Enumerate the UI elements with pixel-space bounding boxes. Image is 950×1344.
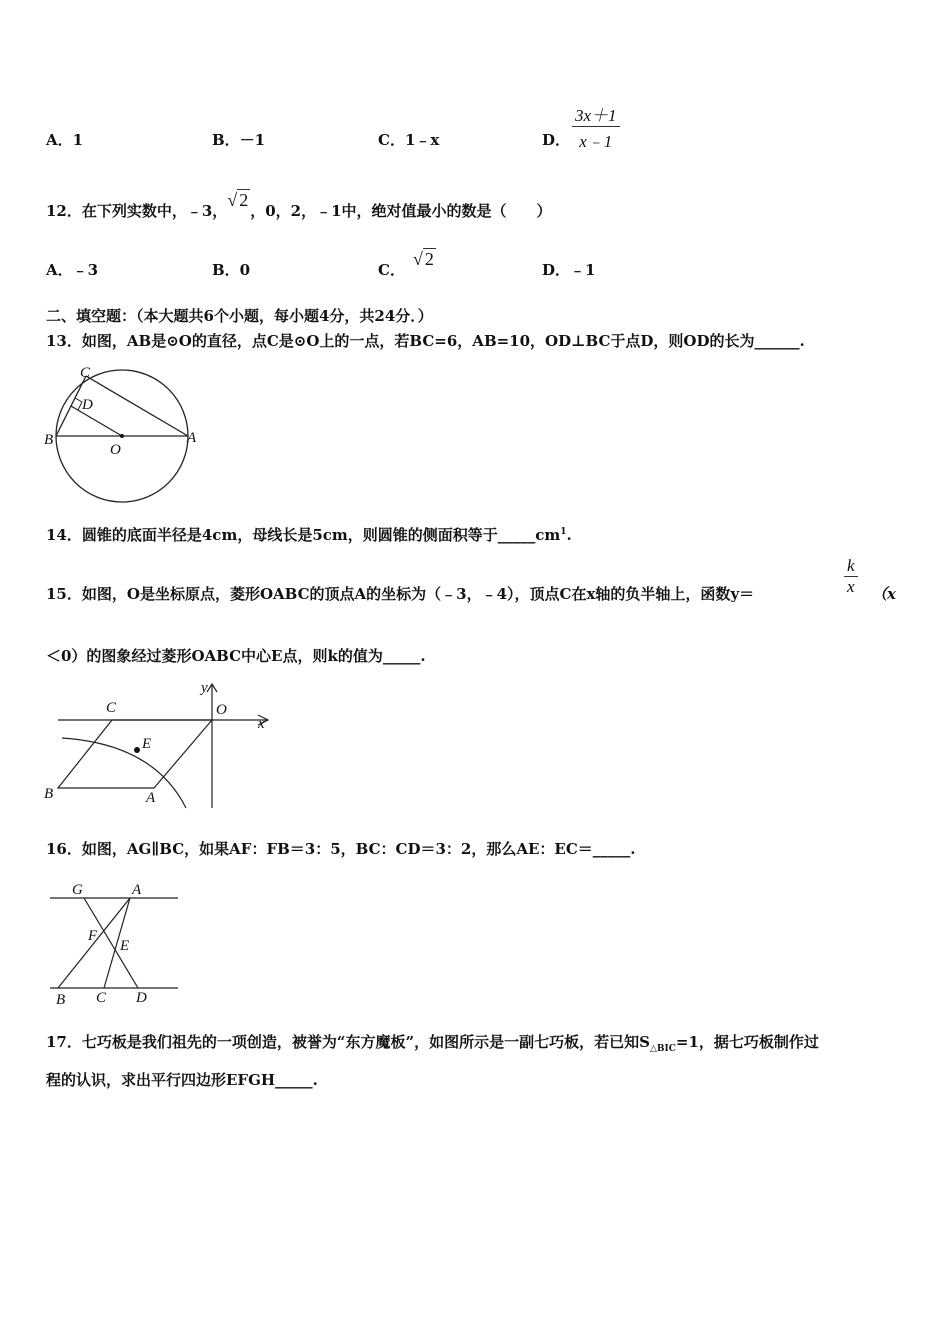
question-17-line-1: 17．七巧板是我们祖先的一项创造，被誉为“东方魔板”，如图所示是一副七巧板，若已知$S_{\triangle BIC}=1$，据七巧板制作过	[46, 1033, 819, 1054]
label-a: A	[187, 430, 197, 446]
option-c: C．1﹣x	[378, 131, 440, 149]
question-12	[46, 190, 552, 221]
label-c: C	[106, 700, 117, 716]
option-d-label: D．	[542, 131, 571, 149]
label-g: G	[72, 882, 83, 898]
q15-rhombus-figure	[44, 678, 279, 813]
center-point	[120, 434, 124, 438]
label-x: x	[258, 716, 265, 732]
label-b: B	[44, 786, 54, 802]
segment-od	[71, 406, 122, 436]
option-b: B．－1	[212, 131, 266, 149]
option-d-fraction	[572, 101, 620, 152]
question-16: 16．如图，AG∥BC，如果AF：FB＝3：5，BC：CD＝3：2，那么AE：EC＝_____.	[46, 840, 636, 858]
question-15-line-1: 15．如图，O是坐标原点，菱形OABC的顶点A的坐标为（﹣3，﹣4），顶点C在x轴的负半轴上，函数y＝	[46, 585, 755, 603]
label-b: B	[56, 992, 66, 1006]
q12-option-a: A．﹣3	[46, 261, 99, 279]
right-angle-mark	[75, 398, 82, 410]
label-o: O	[216, 702, 227, 718]
label-d: D	[82, 397, 93, 413]
label-d: D	[136, 990, 147, 1006]
q16-parallel-figure	[44, 874, 184, 1006]
label-c: C	[80, 365, 91, 381]
label-e: E	[120, 938, 130, 954]
option-d	[542, 129, 570, 150]
q12-text-pre: 12．在下列实数中，﹣3，	[46, 202, 228, 220]
fraction-numerator: 3x＋1	[575, 106, 617, 125]
label-e: E	[142, 736, 152, 752]
question-13: 13．如图，AB是⊙O的直径，点C是⊙O上的一点，若BC=6，AB=10，OD⊥BC于点D，则OD的长为______.	[46, 332, 805, 350]
label-y: y	[201, 680, 208, 696]
q12-option-c: C．√ 2	[378, 249, 434, 279]
sqrt-icon: √ 2	[227, 190, 249, 210]
label-a: A	[146, 790, 156, 806]
rhombus-oabc	[58, 720, 212, 788]
q13-circle-figure	[44, 364, 199, 504]
label-a: A	[132, 882, 142, 898]
fraction-denominator: x﹣1	[579, 132, 613, 151]
question-14: 14．圆锥的底面半径是4cm，母线长是5cm，则圆锥的侧面积等于$\_\_\_\_\_cm^1$.	[46, 526, 572, 544]
q12-text-post: ，0，2，﹣1中，绝对值最小的数是（ ）	[250, 202, 552, 220]
label-b: B	[44, 432, 54, 448]
q12-option-d: D．﹣1	[542, 261, 596, 279]
section-heading: 二、填空题：（本大题共6个小题，每小题4分，共24分．）	[46, 307, 433, 325]
sqrt-icon: √ 2	[412, 249, 434, 269]
label-o: O	[110, 442, 121, 458]
question-15-line-2: ＜0）的图象经过菱形OABC中心E点，则k的值为_____.	[46, 647, 426, 665]
label-f: F	[88, 928, 98, 944]
chord-ca	[86, 376, 188, 436]
q15-tail: （x	[872, 585, 896, 603]
question-17-line-2: 程的认识，求出平行四边形EFGH_____.	[46, 1071, 318, 1089]
q12-option-b: B．0	[212, 261, 251, 279]
q15-fraction: $\frac{k}{x}$	[844, 556, 858, 597]
option-a: A．1	[46, 131, 84, 149]
point-e	[134, 747, 140, 753]
label-c: C	[96, 990, 107, 1006]
